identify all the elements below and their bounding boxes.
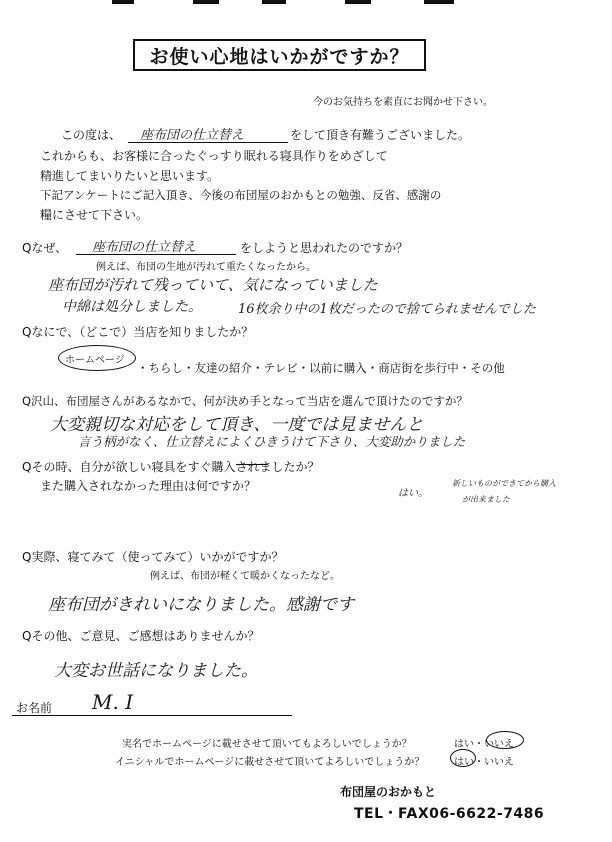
intro-line1-pre: この度は、	[61, 128, 122, 142]
fill-underline	[128, 142, 288, 143]
title-box	[133, 39, 426, 71]
selected-choice-circle	[450, 749, 476, 767]
intro-line1-fill: 座布団の仕立替え	[140, 128, 245, 143]
q3-answer1: 大変親切な対応をして頂き、一度では見ませんと	[50, 415, 424, 435]
intro-line3: 精進してまいりたいと思います。	[40, 169, 220, 183]
strikethrough-mark	[236, 464, 268, 465]
intro-line1-post: をして頂き有難うございました。	[290, 128, 471, 142]
consent-choice2: はい・いいえ	[454, 757, 514, 768]
q2-text: Qなにで、（どこで）当店を知りましたか？	[22, 325, 254, 339]
top-edge-mark	[112, 0, 134, 4]
q6-answer: 大変お世話になりました。	[54, 661, 258, 681]
q1-answer3: 16枚余り中の1枚だったので捨てられませんでした	[238, 302, 536, 317]
top-edge-mark	[193, 0, 219, 4]
q1-answer2: 中綿は処分しました。	[62, 299, 202, 315]
name-label: お名前	[16, 701, 53, 715]
q1-post: をしようと思われたのですか？	[240, 241, 409, 255]
q4-text2: また購入されなかった理由は何ですか？	[40, 479, 257, 493]
q2-options: ・ちらし・友達の紹介・テレビ・以前に購入・商店街を歩行中・その他	[137, 361, 505, 375]
q6-text: Qその他、ご意見、ご感想はありませんか？	[22, 629, 260, 643]
top-edge-mark	[424, 0, 454, 4]
q5-text: Q実際、寝てみて（使ってみて）いかがですか？	[22, 550, 284, 564]
shop-tel: TEL・FAX06-6622-7486	[354, 806, 545, 822]
subtitle: 今のお気持ちを素直にお聞かせ下さい。	[313, 97, 493, 108]
q3-answer2: 言う柄がなく、仕立替えによくひきうけて下さり、大変助かりました	[78, 434, 466, 449]
page-title: お使い心地はいかがですか？	[149, 45, 410, 68]
intro-line2: これからも、お客様に合ったぐっすり眠れる寝具作りをめざして	[40, 149, 388, 163]
intro-line4: 下記アンケートにご記入頂き、今後の布団屋のおかもとの勉強、反省、感謝の	[40, 188, 442, 202]
top-edge-mark	[345, 0, 371, 4]
q4-note1: はい。	[398, 488, 428, 499]
q2-option-selected: ホームページ	[65, 355, 125, 366]
q1-answer1: 座布団が汚れて残っていて、気になっていました	[48, 276, 378, 294]
q4-text1: Qその時、自分が欲しい寝具をすぐ購入されましたか？	[22, 460, 320, 474]
q4-note2: 新しいものができてから購入	[452, 479, 556, 488]
fill-underline	[76, 254, 236, 255]
consent-line2: イニシャルでホームページに載せさせて頂いてよろしいでしょうか？	[115, 757, 425, 768]
q1-pre: Qなぜ、	[22, 241, 68, 255]
name-underline	[12, 715, 292, 716]
q1-fill: 座布団の仕立替え	[92, 240, 197, 255]
shop-name: 布団屋のおかもと	[340, 785, 437, 799]
consent-choice1: はい・いいえ	[454, 739, 514, 750]
q4-note3: が出来ました	[462, 495, 510, 504]
top-edge-mark	[262, 0, 286, 4]
name-value: M. I	[92, 690, 134, 714]
q5-answer: 座布団がきれいになりました。感謝です	[48, 595, 354, 615]
intro-line5: 糧にさせて下さい。	[40, 208, 149, 222]
q5-example: 例えば、布団が軽くて暖かくなったなど。	[150, 571, 340, 582]
q3-text: Q沢山、布団屋さんがあるなかで、何が決め手となって当店を選んで頂けたのですか？	[22, 394, 468, 408]
consent-line1: 実名でホームページに載せさせて頂いてもよろしいでしょうか？	[122, 739, 412, 750]
selected-choice-circle	[486, 731, 524, 749]
q1-example: 例えば、布団の生地が汚れて重たくなったから。	[96, 262, 316, 273]
